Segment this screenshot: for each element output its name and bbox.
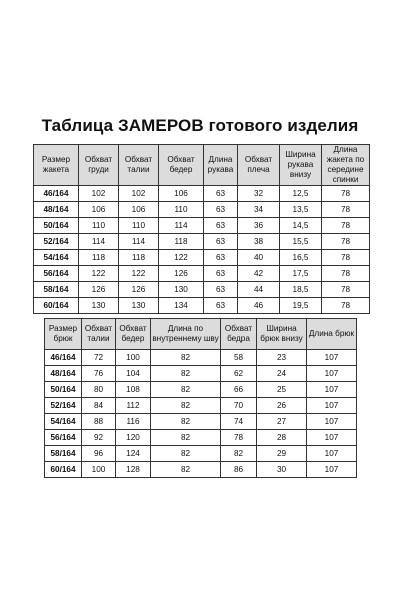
table-cell: 107 (307, 382, 357, 398)
table-cell: 107 (307, 398, 357, 414)
table-cell: 107 (307, 350, 357, 366)
table-cell: 120 (116, 430, 151, 446)
table-cell: 82 (221, 446, 257, 462)
table-row (45, 462, 357, 478)
table-row (34, 202, 370, 218)
table-cell: 116 (116, 414, 151, 430)
table-cell: 78 (322, 266, 370, 282)
table-header-row (45, 319, 357, 350)
table-cell: 107 (307, 462, 357, 478)
table-cell: 40 (238, 250, 280, 266)
table-cell: 114 (119, 234, 159, 250)
table-cell: 78 (322, 250, 370, 266)
column-header: Ширина брюк внизу (257, 319, 307, 350)
table-cell: 78 (322, 202, 370, 218)
column-header: Длина по внутреннему шву (151, 319, 221, 350)
table-cell: 82 (151, 398, 221, 414)
size-cell: 56/164 (45, 430, 82, 446)
table-cell: 74 (221, 414, 257, 430)
table-cell: 66 (221, 382, 257, 398)
column-header: Обхват бедер (116, 319, 151, 350)
column-header: Длина рукава (204, 145, 238, 186)
table-cell: 107 (307, 446, 357, 462)
size-cell: 54/164 (45, 414, 82, 430)
table-cell: 78 (322, 282, 370, 298)
table-cell: 122 (119, 266, 159, 282)
table-cell: 86 (221, 462, 257, 478)
size-cell: 50/164 (45, 382, 82, 398)
table-row (34, 186, 370, 202)
table-cell: 63 (204, 186, 238, 202)
size-cell: 48/164 (34, 202, 79, 218)
table-cell: 25 (257, 382, 307, 398)
size-cell: 58/164 (45, 446, 82, 462)
table-row (45, 366, 357, 382)
table-cell: 42 (238, 266, 280, 282)
column-header: Обхват груди (79, 145, 119, 186)
table-cell: 30 (257, 462, 307, 478)
column-header: Ширина рукава внизу (280, 145, 322, 186)
table-cell: 70 (221, 398, 257, 414)
table-cell: 82 (151, 430, 221, 446)
table-cell: 63 (204, 298, 238, 314)
size-cell: 60/164 (45, 462, 82, 478)
table-row (34, 234, 370, 250)
table-cell: 19,5 (280, 298, 322, 314)
table-cell: 36 (238, 218, 280, 234)
table-cell: 110 (79, 218, 119, 234)
table-cell: 15,5 (280, 234, 322, 250)
table-cell: 130 (119, 298, 159, 314)
table-cell: 130 (159, 282, 204, 298)
table-cell: 63 (204, 218, 238, 234)
table-cell: 63 (204, 266, 238, 282)
size-cell: 46/164 (45, 350, 82, 366)
table-row (45, 350, 357, 366)
table-cell: 92 (82, 430, 116, 446)
table-cell: 78 (322, 186, 370, 202)
table-cell: 126 (159, 266, 204, 282)
table-cell: 16,5 (280, 250, 322, 266)
size-cell: 54/164 (34, 250, 79, 266)
table-cell: 104 (116, 366, 151, 382)
table-cell: 78 (322, 218, 370, 234)
table-cell: 82 (151, 382, 221, 398)
table-row (34, 218, 370, 234)
table-cell: 102 (79, 186, 119, 202)
table-cell: 130 (79, 298, 119, 314)
jacket-measurements-table (33, 144, 370, 314)
table-cell: 78 (322, 234, 370, 250)
column-header: Обхват бедер (159, 145, 204, 186)
table-cell: 82 (151, 366, 221, 382)
table-cell: 106 (159, 186, 204, 202)
table-cell: 78 (322, 298, 370, 314)
table-cell: 82 (151, 462, 221, 478)
table-cell: 124 (116, 446, 151, 462)
table-cell: 114 (79, 234, 119, 250)
table-cell: 110 (159, 202, 204, 218)
table-row (45, 414, 357, 430)
table-cell: 126 (119, 282, 159, 298)
table-cell: 82 (151, 414, 221, 430)
table-cell: 114 (159, 218, 204, 234)
table-row (34, 298, 370, 314)
size-cell: 56/164 (34, 266, 79, 282)
table-cell: 122 (79, 266, 119, 282)
table-cell: 32 (238, 186, 280, 202)
trousers-measurements-table (44, 318, 357, 478)
table-cell: 118 (119, 250, 159, 266)
table-cell: 23 (257, 350, 307, 366)
table-cell: 12,5 (280, 186, 322, 202)
table-cell: 100 (82, 462, 116, 478)
column-header: Обхват талии (119, 145, 159, 186)
table-cell: 76 (82, 366, 116, 382)
table-cell: 72 (82, 350, 116, 366)
table-cell: 28 (257, 430, 307, 446)
column-header: Обхват бедра (221, 319, 257, 350)
table-cell: 78 (221, 430, 257, 446)
table-row (45, 398, 357, 414)
table-cell: 34 (238, 202, 280, 218)
size-cell: 48/164 (45, 366, 82, 382)
table-cell: 112 (116, 398, 151, 414)
table-cell: 122 (159, 250, 204, 266)
table-cell: 107 (307, 430, 357, 446)
table-row (45, 382, 357, 398)
table-cell: 80 (82, 382, 116, 398)
table-cell: 106 (119, 202, 159, 218)
table-cell: 106 (79, 202, 119, 218)
table-cell: 96 (82, 446, 116, 462)
table-cell: 118 (79, 250, 119, 266)
table-row (45, 446, 357, 462)
table-cell: 82 (151, 446, 221, 462)
table-cell: 26 (257, 398, 307, 414)
table-cell: 107 (307, 414, 357, 430)
table-cell: 24 (257, 366, 307, 382)
table-cell: 44 (238, 282, 280, 298)
table-header-row (34, 145, 370, 186)
table-cell: 82 (151, 350, 221, 366)
table-cell: 17,5 (280, 266, 322, 282)
table-cell: 62 (221, 366, 257, 382)
table-row (34, 250, 370, 266)
column-header: Длина брюк (307, 319, 357, 350)
table-cell: 46 (238, 298, 280, 314)
table-cell: 118 (159, 234, 204, 250)
column-header: Обхват талии (82, 319, 116, 350)
table-cell: 102 (119, 186, 159, 202)
table-cell: 100 (116, 350, 151, 366)
size-cell: 50/164 (34, 218, 79, 234)
table-cell: 128 (116, 462, 151, 478)
table-row (45, 430, 357, 446)
table-cell: 27 (257, 414, 307, 430)
column-header: Обхват плеча (238, 145, 280, 186)
size-cell: 58/164 (34, 282, 79, 298)
table-cell: 63 (204, 202, 238, 218)
table-cell: 88 (82, 414, 116, 430)
table-cell: 126 (79, 282, 119, 298)
table-cell: 18,5 (280, 282, 322, 298)
table-row (34, 282, 370, 298)
size-cell: 60/164 (34, 298, 79, 314)
table-cell: 14,5 (280, 218, 322, 234)
column-header: Размер жакета (34, 145, 79, 186)
table-cell: 110 (119, 218, 159, 234)
page-title: Таблица ЗАМЕРОВ готового изделия (41, 116, 359, 135)
size-cell: 52/164 (34, 234, 79, 250)
table-cell: 38 (238, 234, 280, 250)
table-cell: 108 (116, 382, 151, 398)
size-cell: 52/164 (45, 398, 82, 414)
column-header: Длина жакета по середине спинки (322, 145, 370, 186)
table-cell: 29 (257, 446, 307, 462)
table-cell: 58 (221, 350, 257, 366)
table-cell: 134 (159, 298, 204, 314)
table-cell: 63 (204, 234, 238, 250)
table-cell: 63 (204, 282, 238, 298)
table-cell: 84 (82, 398, 116, 414)
column-header: Размер брюк (45, 319, 82, 350)
table-cell: 107 (307, 366, 357, 382)
table-cell: 13,5 (280, 202, 322, 218)
table-cell: 63 (204, 250, 238, 266)
size-cell: 46/164 (34, 186, 79, 202)
table-row (34, 266, 370, 282)
